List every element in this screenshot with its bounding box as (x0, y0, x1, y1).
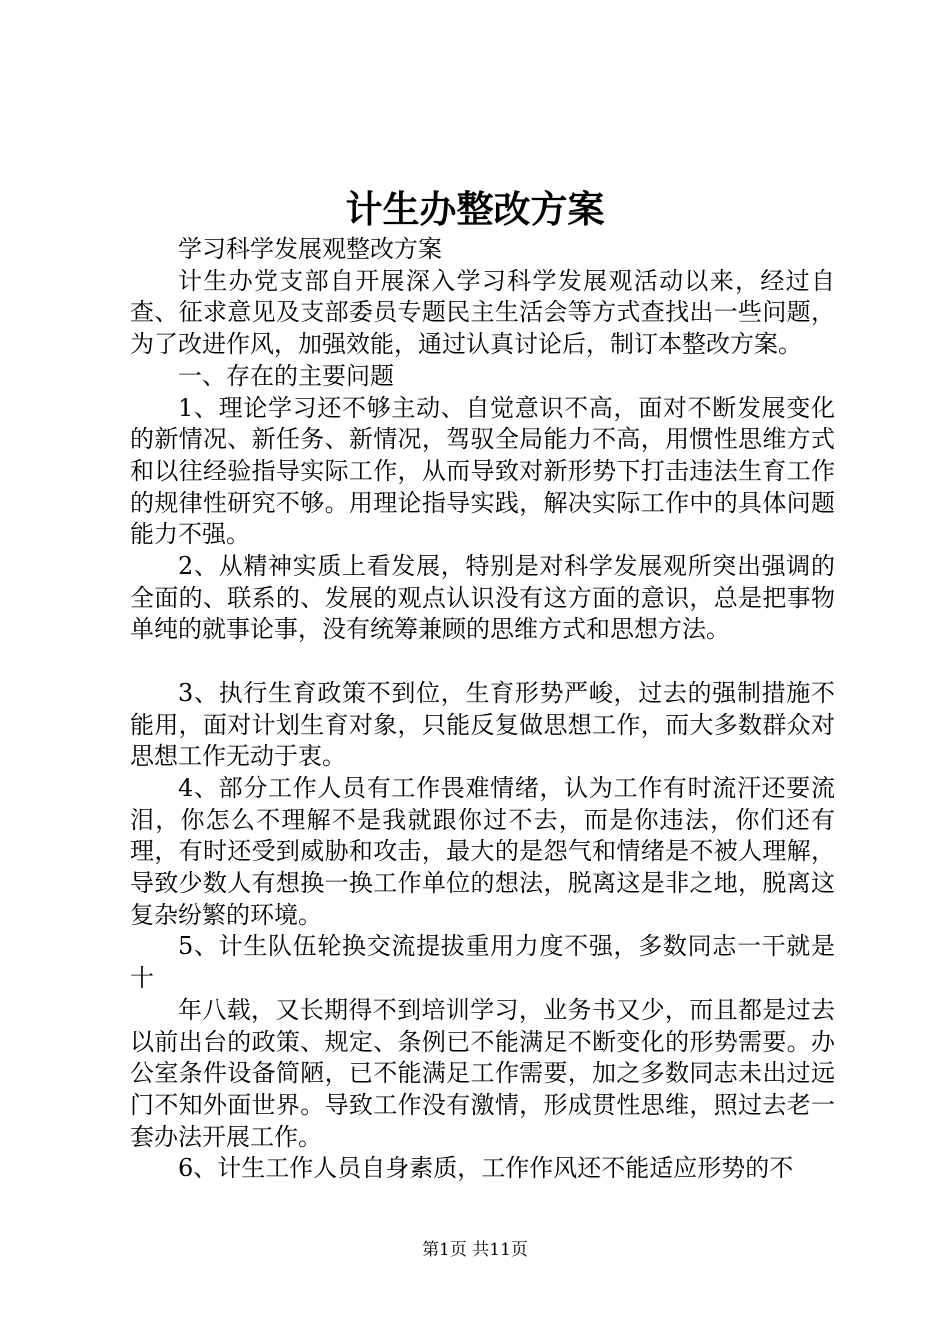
problem-paragraph-6: 6、计生工作人员自身素质，工作作风还不能适应形势的不 (178, 1154, 794, 1183)
problem-paragraph-4: 4、部分工作人员有工作畏难情绪，认为工作有时流汗还要流泪，你怎么不理解不是我就跟你过不去，而是你违法，你们还有理，有时还受到威胁和攻击，最大的是怨气和情绪是不被人理解，导致少数人有想换一换工作单位的想法，脱离这是非之地，脱离这复杂纷繁的环境。 (130, 773, 835, 929)
document-title: 计生办整改方案 (345, 187, 605, 231)
intro-paragraph: 计生办党支部自开展深入学习科学发展观活动以来，经过自查、征求意见及支部委员专题民主生活会等方式查找出一些问题，为了改进作风，加强效能，通过认真讨论后，制订本整改方案。 (130, 266, 835, 359)
document-body (130, 234, 835, 1185)
section-heading: 一、存在的主要问题 (178, 361, 394, 390)
blank-line (130, 646, 835, 678)
problem-paragraph-3: 3、执行生育政策不到位，生育形势严峻，过去的强制措施不能用，面对计划生育对象，只能反复做思想工作，而大多数群众对思想工作无动于衷。 (130, 678, 835, 771)
subtitle-paragraph: 学习科学发展观整改方案 (178, 235, 442, 263)
problem-paragraph-5: 5、计生队伍轮换交流提拔重用力度不强，多数同志一干就是十 (130, 932, 835, 993)
problem-paragraph-2: 2、从精神实质上看发展，特别是对科学发展观所突出强调的全面的、联系的、发展的观点认识没有这方面的意识，总是把事物单纯的就事论事，没有统筹兼顾的思维方式和思想方法。 (130, 552, 835, 644)
problem-paragraph-1: 1、理论学习还不够主动、自觉意识不高，面对不断发展变化的新情况、新任务、新情况，驾驭全局能力不高，用惯性思维方式和以往经验指导实际工作，从而导致对新形势下打击违法生育工作的规律性研究不够。用理论指导实践，解决实际工作中的具体问题能力不强。 (130, 393, 835, 549)
problem-paragraph-5-continued: 年八载，又长期得不到培训学习，业务书又少，而且都是过去以前出台的政策、规定、条例已不能满足不断变化的形势需要。办公室条件设备简陋，已不能满足工作需要，加之多数同志未出过远门不知外面世界。导致工作没有激情，形成贯性思维，照过去老一套办法开展工作。 (130, 995, 835, 1151)
page-number: 第1页 共11页 (422, 1240, 528, 1260)
